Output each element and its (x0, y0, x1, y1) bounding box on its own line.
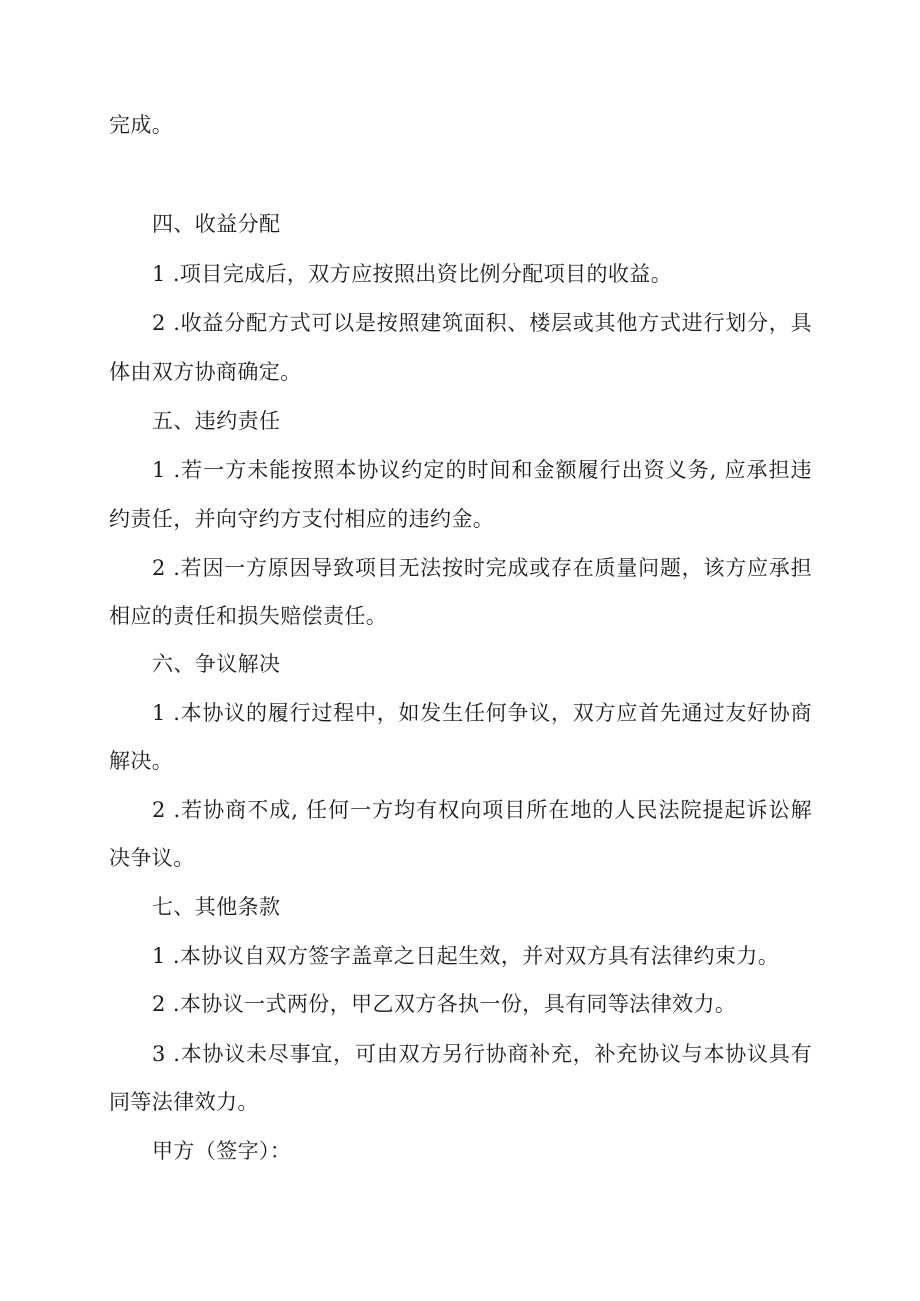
section6-item2-line1: 2 .若协商不成, 任何一方均有权向项目所在地的人民法院提起诉讼解 (152, 798, 812, 822)
section4-item1: 1 .项目完成后，双方应按照出资比例分配项目的收益。 (152, 262, 673, 286)
section4-item2-line1: 2 .收益分配方式可以是按照建筑面积、楼层或其他方式进行划分，具 (152, 311, 812, 335)
section7-item3-line1: 3 .本协议未尽事宜，可由双方另行协商补充，补充协议与本协议具有 (152, 1042, 812, 1066)
section5-item1-line1: 1 .若一方未能按照本协议约定的时间和金额履行出资义务, 应承担违 (152, 458, 812, 482)
section7-item3-line2: 同等法律效力。 (109, 1090, 259, 1114)
section4-item2-line2: 体由双方协商确定。 (109, 360, 302, 384)
section4-heading: 四、收益分配 (152, 212, 281, 236)
section5-heading: 五、违约责任 (152, 409, 281, 433)
section7-heading: 七、其他条款 (152, 895, 281, 919)
section6-item1-line1: 1 .本协议的履行过程中，如发生任何争议，双方应首先通过友好协商 (152, 701, 812, 725)
party-a-signature-label: 甲方（签字）： (152, 1139, 292, 1163)
section5-item2-line1: 2 .若因一方原因导致项目无法按时完成或存在质量问题，该方应承担 (152, 556, 812, 580)
section6-item1-line2: 解决。 (109, 749, 174, 773)
section5-item1-line2: 约责任，并向守约方支付相应的违约金。 (109, 507, 495, 531)
section7-item1: 1 .本协议自双方签字盖章之日起生效，并对双方具有法律约束力。 (152, 944, 780, 968)
section6-item2-line2: 决争议。 (109, 846, 195, 870)
section6-heading: 六、争议解决 (152, 652, 281, 676)
section7-item2: 2 .本协议一式两份，甲乙双方各执一份，具有同等法律效力。 (152, 992, 737, 1016)
section5-item2-line2: 相应的责任和损失赔偿责任。 (109, 604, 388, 628)
opening-fragment: 完成。 (109, 113, 174, 137)
